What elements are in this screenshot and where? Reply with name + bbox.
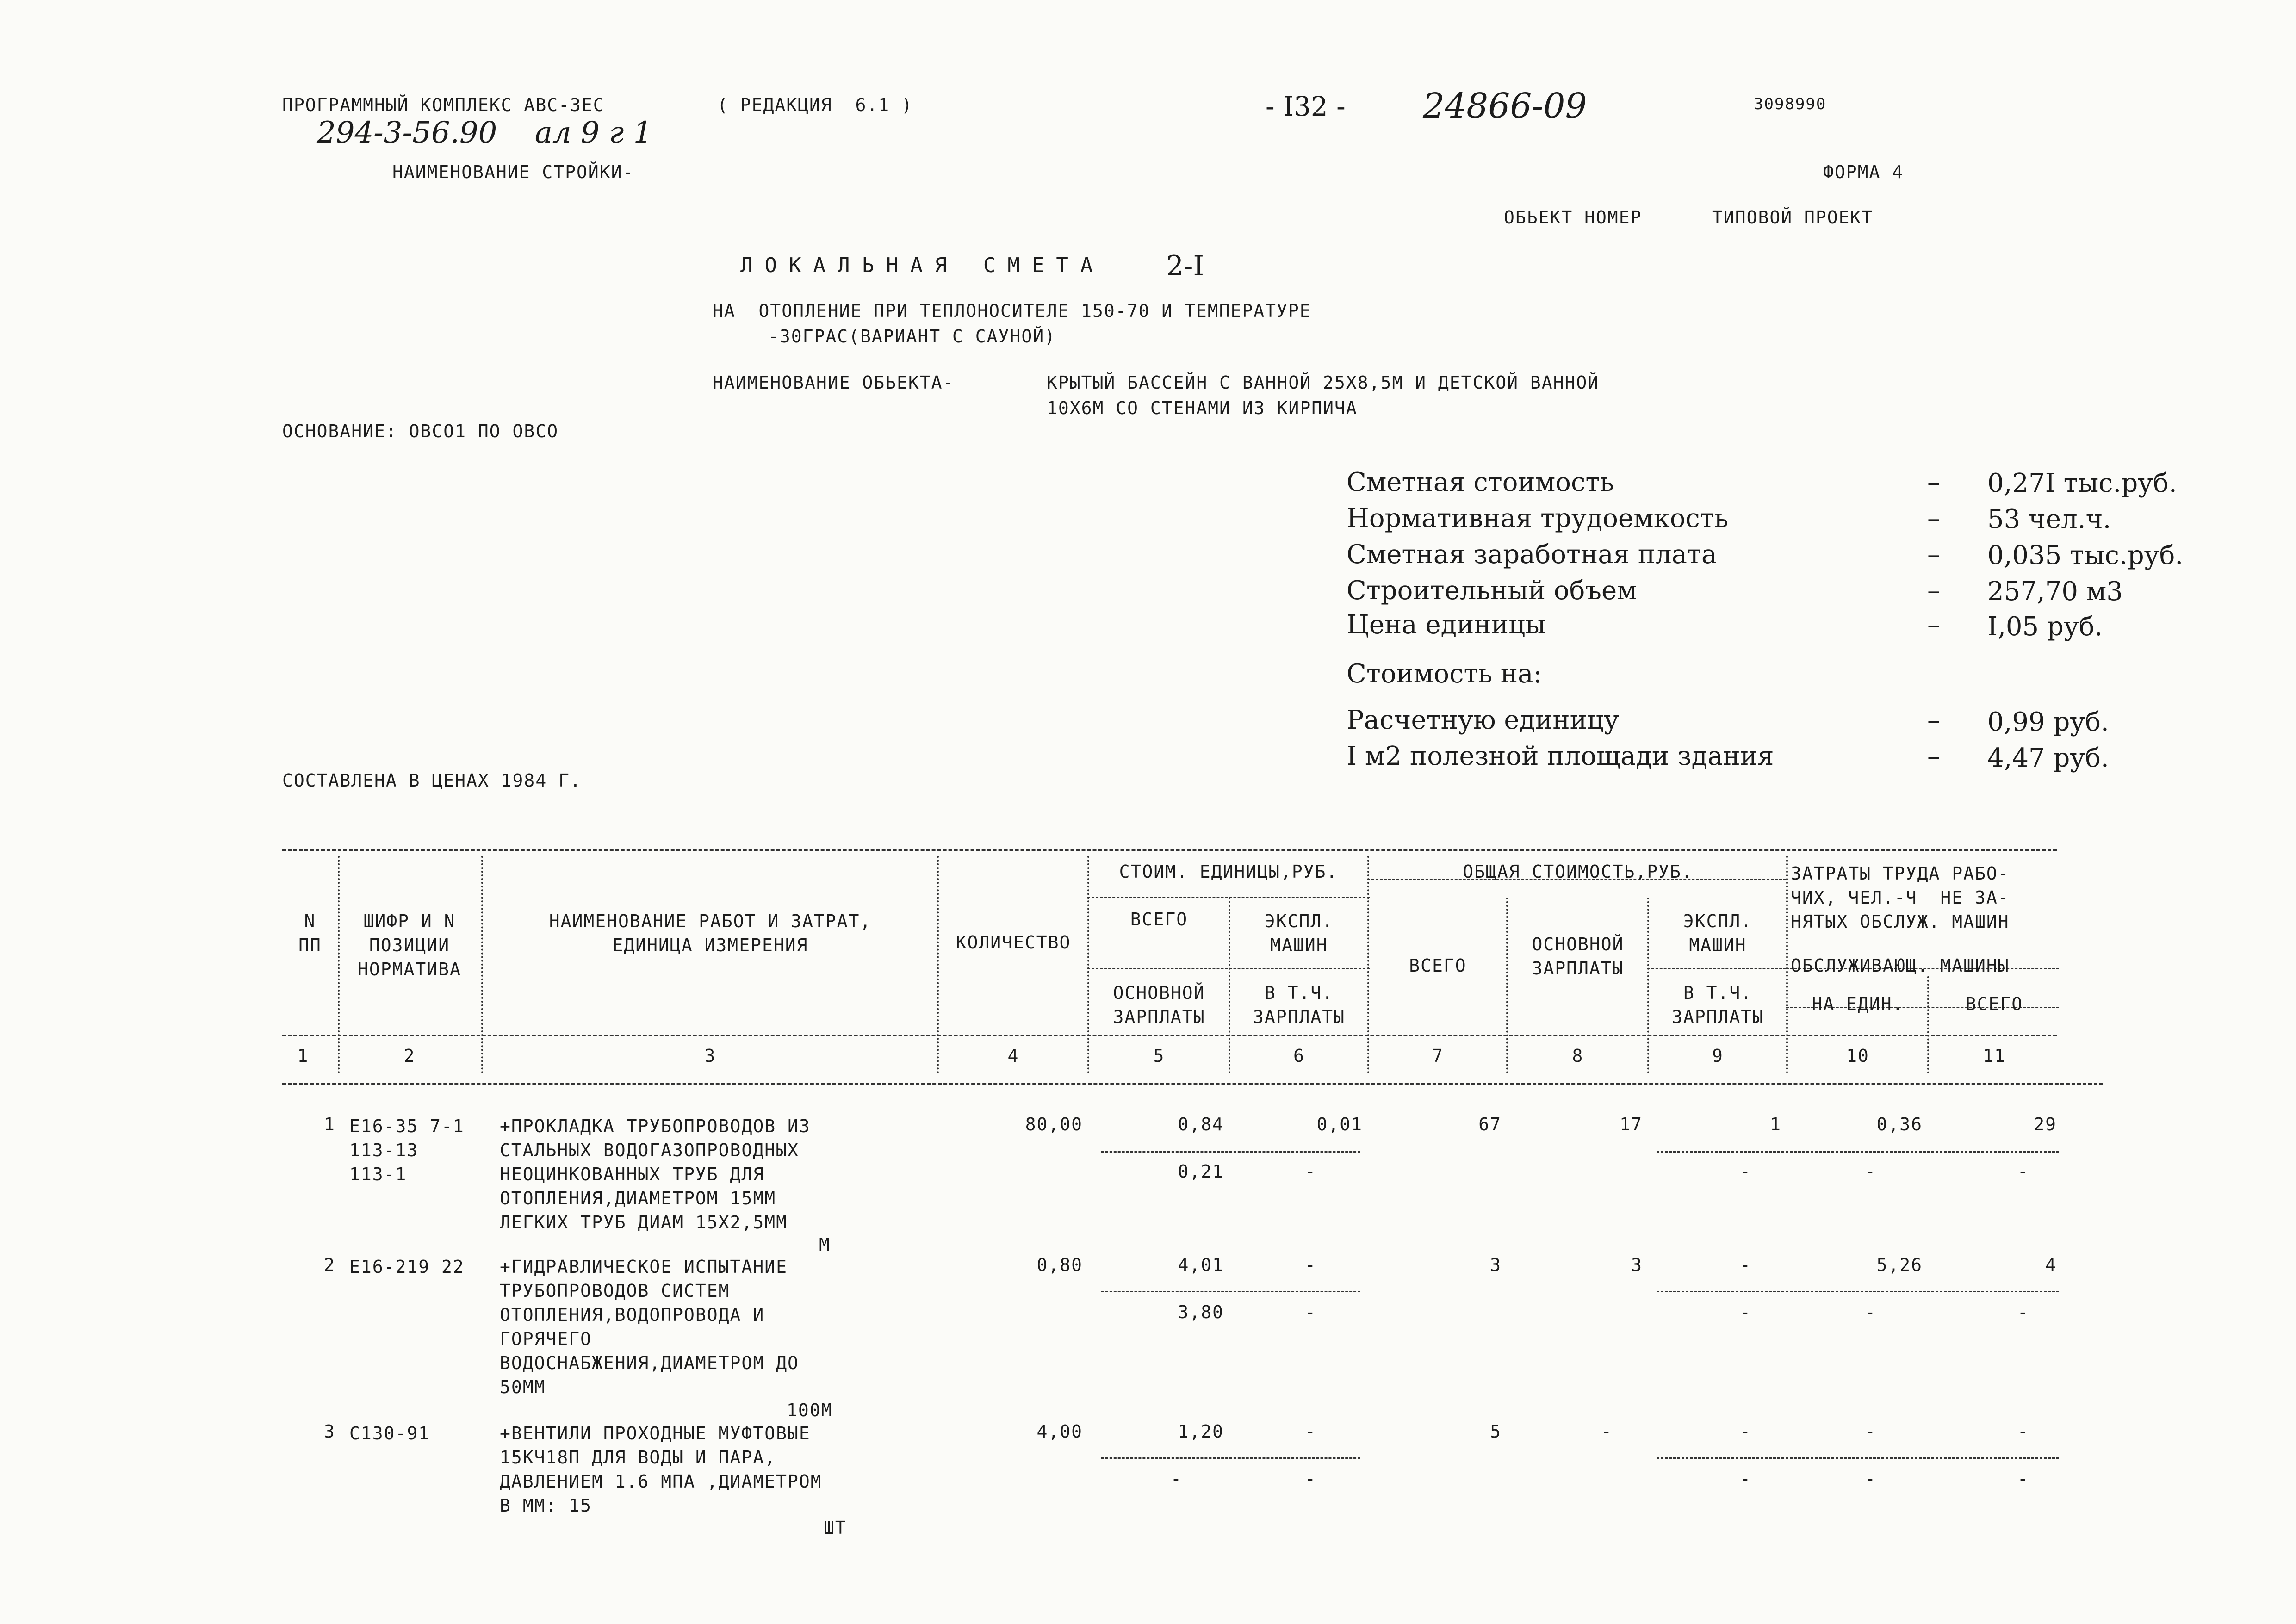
document-code: 3098990 [1754, 95, 1827, 113]
table-top-border [282, 849, 2057, 851]
row-1-unit: М [819, 1234, 831, 1255]
row-3-unit: ШТ [824, 1518, 847, 1538]
header-unit-machines: ЭКСПЛ. МАШИН [1264, 911, 1334, 955]
row-1-name: +ПРОКЛАДКА ТРУБОПРОВОДОВ ИЗ СТАЛЬНЫХ ВОДОГАЗОПРОВОДНЫХ НЕОЦИНКОВАННЫХ ТРУБ ДЛЯ ОТОПЛЕНИЯ,ДИАМЕТРОМ 15ММ ЛЕГКИХ ТРУБ ДИАМ 15Х2,5ММ [500, 1116, 811, 1233]
cost-for-label-unit: Расчетную единицу [1347, 705, 1619, 735]
row-3-number: 3 [324, 1421, 335, 1442]
table-header-divider [282, 1035, 2057, 1036]
column-separator [1229, 898, 1230, 1073]
row-3-unit-machines: - [1305, 1421, 1316, 1442]
row-1-quantity: 80,00 [1025, 1114, 1083, 1134]
col-number-8: 8 [1572, 1046, 1584, 1066]
column-separator [1927, 976, 1929, 1073]
header-col-code: ШИФР И N ПОЗИЦИИ НОРМАТИВА [358, 911, 461, 979]
header-labor-unit: НА ЕДИН. [1812, 994, 1904, 1014]
row-2-total-machines: - [1740, 1255, 1751, 1275]
summary-dash: – [1927, 539, 1940, 570]
basis-label: ОСНОВАНИЕ: ОВСО1 ПО ОВСО [282, 421, 559, 441]
summary-dash: – [1927, 741, 1940, 771]
col-number-10: 10 [1846, 1046, 1869, 1066]
row-3-unit-total: 1,20 [1178, 1421, 1224, 1442]
summary-dash: – [1927, 467, 1940, 497]
row-3-unit-incl-wage: - [1305, 1469, 1316, 1489]
row-1-unit-total: 0,84 [1178, 1114, 1224, 1134]
row-3-service-unit: - [1865, 1469, 1876, 1489]
page-number: - I32 - [1266, 91, 1346, 122]
row-1-labor-total: 29 [2034, 1114, 2057, 1134]
summary-value-unit-price: I,05 руб. [1987, 612, 2103, 642]
col-number-4: 4 [1007, 1046, 1019, 1066]
col-number-2: 2 [403, 1046, 416, 1066]
row-2-total-all: 3 [1490, 1255, 1502, 1275]
header-unit-base-wage: ОСНОВНОЙ ЗАРПЛАТЫ [1113, 983, 1205, 1027]
col-number-5: 5 [1153, 1046, 1165, 1066]
row-2-service-total: - [2017, 1302, 2029, 1322]
row-1-total-all: 67 [1478, 1114, 1502, 1134]
program-name: ПРОГРАММНЫЙ КОМПЛЕКС АВС-3ЕС [282, 95, 605, 115]
row-2-subline [1101, 1291, 1360, 1292]
summary-label-labor: Нормативная трудоемкость [1347, 503, 1729, 533]
row-1-unit-incl-wage: - [1305, 1161, 1316, 1182]
column-separator [1367, 856, 1369, 1073]
form-label: ФОРМА 4 [1823, 162, 1904, 182]
cost-for-heading: Стоимость на: [1347, 659, 1542, 689]
prices-year-label: СОСТАВЛЕНА В ЦЕНАХ 1984 Г. [282, 770, 582, 791]
construction-name-label: НАИМЕНОВАНИЕ СТРОЙКИ- [392, 162, 634, 182]
summary-dash: – [1927, 576, 1940, 606]
purpose-line-1: НА ОТОПЛЕНИЕ ПРИ ТЕПЛОНОСИТЕЛЕ 150-70 И ТЕМПЕРАТУРЕ [713, 301, 1311, 321]
summary-label-unit-price: Цена единицы [1347, 610, 1546, 640]
column-separator [937, 856, 939, 1073]
header-col-name: НАИМЕНОВАНИЕ РАБОТ И ЗАТРАТ, ЕДИНИЦА ИЗМЕРЕНИЯ [549, 911, 872, 955]
object-name-line-2: 10Х6М СО СТЕНАМИ ИЗ КИРПИЧА [1047, 398, 1358, 418]
row-3-labor-unit: - [1865, 1421, 1876, 1442]
typical-project-label: ТИПОВОЙ ПРОЕКТ [1712, 207, 1874, 228]
summary-value-estimated-cost: 0,27I тыс.руб. [1987, 468, 2177, 498]
row-1-number: 1 [324, 1114, 335, 1134]
row-2-unit-machines: - [1305, 1255, 1316, 1275]
header-total-incl-wage: В Т.Ч. ЗАРПЛАТЫ [1671, 983, 1764, 1027]
row-1-total-base-wage: 17 [1620, 1114, 1643, 1134]
summary-label-wages: Сметная заработная плата [1347, 539, 1717, 570]
row-2-name: +ГИДРАВЛИЧЕСКОЕ ИСПЫТАНИЕ ТРУБОПРОВОДОВ СИСТЕМ ОТОПЛЕНИЯ,ВОДОПРОВОДА И ГОРЯЧЕГО ВОДОСНАБЖЕНИЯ,ДИАМЕТРОМ ДО 50ММ [500, 1257, 799, 1397]
row-1-subline [1657, 1151, 2059, 1153]
header-total-all: ВСЕГО [1409, 955, 1467, 976]
row-3-subline [1101, 1457, 1360, 1459]
summary-label-estimated-cost: Сметная стоимость [1347, 467, 1614, 497]
row-1-unit-base-wage: 0,21 [1178, 1161, 1224, 1182]
row-1-total-incl-wage: - [1740, 1161, 1751, 1182]
header-total-cost: ОБЩАЯ СТОИМОСТЬ,РУБ. [1463, 862, 1693, 882]
row-1-service-total: - [2017, 1161, 2029, 1182]
purpose-line-2: -30ГРАС(ВАРИАНТ С САУНОЙ) [768, 326, 1056, 347]
row-2-total-incl-wage: - [1740, 1302, 1751, 1322]
row-3-unit-base-wage: - [1171, 1469, 1182, 1489]
row-3-total-machines: - [1740, 1421, 1751, 1442]
row-3-code: С130-91 [349, 1423, 430, 1444]
row-3-service-total: - [2017, 1469, 2029, 1489]
header-unit-total: ВСЕГО [1130, 909, 1188, 930]
row-1-service-unit: - [1865, 1161, 1876, 1182]
column-separator [1506, 898, 1508, 1073]
object-number-label: ОБЬЕКТ НОМЕР [1504, 207, 1642, 228]
row-2-total-base-wage: 3 [1631, 1255, 1643, 1275]
summary-value-labor: 53 чел.ч. [1987, 504, 2111, 534]
col-number-11: 11 [1983, 1046, 2006, 1066]
row-2-quantity: 0,80 [1036, 1255, 1083, 1275]
row-1-subline [1101, 1151, 1360, 1153]
header-col-number: N ПП [298, 911, 322, 955]
row-2-service-unit: - [1865, 1302, 1876, 1322]
header-col-quantity: КОЛИЧЕСТВО [956, 932, 1071, 953]
handwritten-reference: 294-3-56.90 ал 9 г 1 [317, 116, 652, 150]
header-labor: ЗАТРАТЫ ТРУДА РАБО- ЧИХ, ЧЕЛ.-Ч НЕ ЗА- НЯТЫХ ОБСЛУЖ. МАШИН [1791, 863, 2010, 932]
header-unit-cost: СТОИМ. ЕДИНИЦЫ,РУБ. [1119, 862, 1338, 882]
row-3-total-incl-wage: - [1740, 1469, 1751, 1489]
subheader-divider [1087, 968, 1370, 969]
edition-label: ( РЕДАКЦИЯ 6.1 ) [717, 95, 913, 115]
row-1-labor-unit: 0,36 [1876, 1114, 1923, 1134]
row-2-labor-unit: 5,26 [1876, 1255, 1923, 1275]
header-total-base-wage: ОСНОВНОЙ ЗАРПЛАТЫ [1532, 934, 1624, 979]
cost-for-label-area: I м2 полезной площади здания [1347, 741, 1774, 771]
row-3-labor-total: - [2017, 1421, 2029, 1442]
col-number-9: 9 [1712, 1046, 1724, 1066]
table-number-divider [282, 1083, 2103, 1085]
row-1-unit-machines: 0,01 [1316, 1114, 1363, 1134]
column-separator [1647, 898, 1649, 1073]
subheader-divider [1647, 968, 1786, 969]
row-1-total-machines: 1 [1770, 1114, 1781, 1134]
row-3-quantity: 4,00 [1036, 1421, 1083, 1442]
row-3-total-base-wage: - [1601, 1421, 1613, 1442]
row-2-unit: 100М [787, 1400, 833, 1420]
summary-dash: – [1927, 705, 1940, 735]
cost-for-value-unit: 0,99 руб. [1987, 707, 2109, 737]
col-number-7: 7 [1432, 1046, 1444, 1066]
row-3-total-all: 5 [1490, 1421, 1502, 1442]
object-name-label: НАИМЕНОВАНИЕ ОБЬЕКТА- [713, 372, 955, 393]
subheader-divider [1087, 897, 1370, 898]
column-separator [481, 856, 483, 1073]
column-separator [1087, 856, 1089, 1073]
row-2-unit-incl-wage: - [1305, 1302, 1316, 1322]
col-number-1: 1 [297, 1046, 309, 1066]
column-separator [1786, 856, 1788, 1073]
estimate-number: 2-I [1166, 250, 1204, 282]
header-unit-incl-wage: В Т.Ч. ЗАРПЛАТЫ [1253, 983, 1346, 1027]
row-2-unit-base-wage: 3,80 [1178, 1302, 1224, 1322]
row-3-name: +ВЕНТИЛИ ПРОХОДНЫЕ МУФТОВЫЕ 15КЧ18П ДЛЯ ВОДЫ И ПАРА, ДАВЛЕНИЕМ 1.6 МПА ,ДИАМЕТРОМ В ММ: 15 [500, 1423, 822, 1516]
object-name-line-1: КРЫТЫЙ БАССЕЙН С ВАННОЙ 25Х8,5М И ДЕТСКОЙ ВАННОЙ [1047, 372, 1600, 393]
summary-label-volume: Строительный объем [1347, 576, 1637, 606]
summary-value-wages: 0,035 тыс.руб. [1987, 540, 2184, 570]
row-2-labor-total: 4 [2045, 1255, 2057, 1275]
row-2-number: 2 [324, 1255, 335, 1275]
summary-value-volume: 257,70 м3 [1987, 576, 2123, 607]
cost-for-value-area: 4,47 руб. [1987, 743, 2109, 773]
col-number-3: 3 [704, 1046, 716, 1066]
row-3-subline [1657, 1457, 2059, 1459]
row-2-code: Е16-219 22 [349, 1257, 465, 1277]
summary-dash: – [1927, 610, 1940, 640]
document-number: 24866-09 [1423, 86, 1587, 126]
column-separator [338, 856, 340, 1073]
row-2-subline [1657, 1291, 2059, 1292]
summary-dash: – [1927, 503, 1940, 533]
header-labor-total: ВСЕГО [1965, 994, 2023, 1014]
row-1-code: Е16-35 7-1 113-13 113-1 [349, 1116, 465, 1184]
estimate-title: ЛОКАЛЬНАЯ СМЕТА [740, 254, 1105, 277]
col-number-6: 6 [1293, 1046, 1305, 1066]
header-labor-service: ОБСЛУЖИВАЮЩ. МАШИНЫ [1791, 955, 2010, 976]
header-total-machines: ЭКСПЛ. МАШИН [1683, 911, 1753, 955]
row-2-unit-total: 4,01 [1178, 1255, 1224, 1275]
